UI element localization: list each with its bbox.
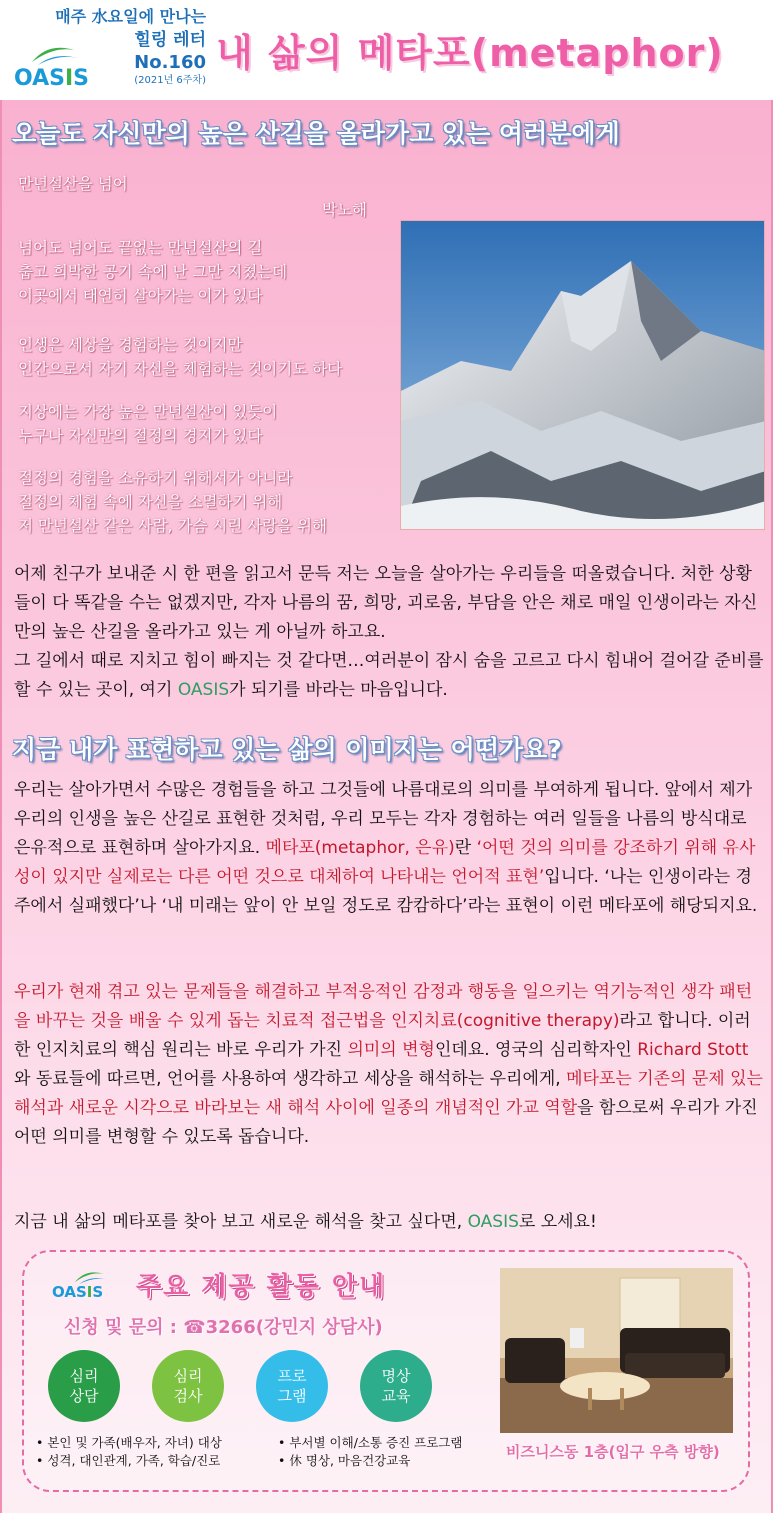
cbt-text-h: 을 함으로써 우리가 가진 어떤 의미를 변형할 수 있도록 돕습니다. — [14, 1098, 758, 1147]
service-counseling — [48, 1350, 120, 1422]
oasis-highlight: OASIS — [177, 680, 230, 700]
service-label: 교육 — [381, 1387, 411, 1405]
list-item: • 부서별 이해/소통 증진 프로그램 — [278, 1435, 463, 1450]
poem-line: 인생은 세상을 경험하는 것이지만 — [18, 336, 243, 354]
leaf-icon — [28, 40, 80, 66]
service-meditation — [360, 1350, 432, 1422]
mountain-image — [400, 220, 765, 530]
intro-text-1: 어제 친구가 보내준 시 한 편을 읽고서 문득 저는 오늘을 살아가는 우리들을 떠올렸습니다. 처한 상황들이 다 똑같을 수는 없겠지만, 각자 나름의 꿈, 희망, 괴로움, 부담을 안은 채로 매일 인생이라는 자신만의 높은 산길을 올라가고 있는 게 아닐까 하고요. — [14, 564, 758, 642]
poem-stanza-2 — [18, 333, 342, 381]
list-item: • 성격, 대인관계, 가족, 학습/진로 — [36, 1453, 221, 1468]
counseling-room-image — [500, 1268, 733, 1433]
closing-paragraph — [14, 1208, 764, 1237]
location-caption: 비즈니스동 1층(입구 우측 방향) — [506, 1443, 720, 1461]
section-title-1: 오늘도 자신만의 높은 산길을 올라가고 있는 여러분에게 — [12, 119, 620, 148]
intro-paragraph — [14, 560, 764, 705]
poem-line: 인간으로서 자기 자신을 체험하는 것이기도 하다 — [18, 360, 343, 378]
intro-text-3: 가 되기를 바라는 마음입니다. — [229, 680, 448, 700]
header-weekly: 매주 水요일에 만나는 — [55, 7, 206, 26]
bullet-list-left — [36, 1434, 222, 1470]
logo-text-i: I — [64, 66, 74, 91]
service-assessment — [152, 1350, 224, 1422]
poem-line: 춥고 희박한 공기 속에 난 그만 지쳤는데 — [18, 263, 288, 281]
section-title-2: 지금 내가 표현하고 있는 삶의 이미지는 어떤가요? — [12, 735, 562, 764]
bullet-list-right — [278, 1434, 462, 1470]
activities-title: 주요 제공 활동 안내 — [136, 1272, 387, 1302]
logo-text-i: I — [86, 1283, 93, 1301]
cbt-text-b: 라고 합니다. 이러한 인지치료의 핵심 원리는 바로 우리가 가진 — [14, 1011, 751, 1060]
metaphor-definition: ‘어떤 것의 의미를 강조하기 위해 유사성이 있지만 실제로는 다른 어떤 것으로 대체하여 나타내는 언어적 표현’ — [14, 838, 756, 887]
header-issue-number: No.160 — [134, 52, 206, 73]
cbt-text-d: 인데요. 영국의 심리학자인 — [434, 1040, 638, 1060]
metaphor-term: 메타포(metaphor, 은유) — [265, 838, 455, 858]
oasis-logo-small — [52, 1267, 122, 1307]
header-week: (2021년 6주차) — [134, 75, 206, 86]
service-label: 심리 — [173, 1367, 203, 1385]
poem-line: 저 만년설산 같은 사람, 가슴 시린 사랑을 위해 — [18, 517, 327, 535]
metaphor-text-e: 입니다. ‘나는 인생이라는 경주에서 실패했다’나 ‘내 미래는 앞이 안 보일 정도로 캄캄하다’라는 표현이 이런 메타포에 해당되지요. — [14, 867, 758, 916]
poem-line: 누구나 자신만의 절정의 경지가 있다 — [18, 427, 263, 445]
poem-line: 이곳에서 태연히 살아가는 이가 있다 — [18, 287, 263, 305]
oasis-logo — [14, 40, 94, 95]
list-item: • 본인 및 가족(배우자, 자녀) 대상 — [36, 1435, 222, 1450]
service-label: 심리 — [69, 1367, 99, 1385]
poem-line: 절정의 체험 속에 자신을 소멸하기 위해 — [18, 493, 283, 511]
metaphor-text-a: 우리는 살아가면서 수많은 경험들을 하고 그것들에 나름대로의 의미를 부여하게 됩니다. 앞에서 제가 우리의 인생을 높은 산길로 표현한 것처럼, 우리 모두는 각자 경험하는 여러 일들을 나름의 방식대로 은유적으로 표현하며 살아가지요. — [14, 780, 753, 858]
metaphor-paragraph — [14, 776, 764, 921]
logo-text-s: S — [92, 1283, 104, 1301]
metaphor-text-c: 란 — [454, 838, 477, 858]
poem-line: 지상에는 가장 높은 만년설산이 있듯이 — [18, 403, 278, 421]
poem-stanza-4 — [18, 466, 327, 538]
service-label: 명상 — [381, 1367, 411, 1385]
closing-text-a: 지금 내 삶의 메타포를 찾아 보고 새로운 해석을 찾고 싶다면, — [14, 1212, 468, 1232]
cbt-text-f: 와 동료들에 따르면, 언어를 사용하여 생각하고 세상을 해석하는 우리에게, — [14, 1069, 567, 1089]
cbt-definition: 우리가 현재 겪고 있는 문제들을 해결하고 부적응적인 감정과 행동을 일으키는 역기능적인 생각 패턴을 바꾸는 것을 배울 수 있게 돕는 치료적 접근법을 인지치료(cognitive therapy) — [14, 982, 753, 1031]
cognitive-therapy-paragraph — [14, 978, 764, 1152]
poem-line: 절정의 경험을 소유하기 위해서가 아니라 — [18, 469, 293, 487]
newsletter-header — [0, 0, 773, 98]
poem-title: 만년설산을 넘어 — [18, 175, 128, 193]
poem-line: 넘어도 넘어도 끝없는 만년설산의 길 — [18, 239, 263, 257]
service-program — [256, 1350, 328, 1422]
intro-text-2: 그 길에서 때로 지치고 힘이 빠지는 것 같다면…여러분이 잠시 숨을 고르고 다시 힘내어 걸어갈 준비를 할 수 있는 곳이, 여기 — [14, 651, 764, 700]
service-label: 프로 — [277, 1367, 307, 1385]
logo-text-oas: OAS — [14, 66, 65, 91]
service-label: 검사 — [173, 1387, 203, 1405]
service-label: 상담 — [69, 1387, 99, 1405]
logo-text-s: S — [73, 66, 90, 91]
service-label: 그램 — [277, 1387, 307, 1405]
list-item: • 休 명상, 마음건강교육 — [278, 1453, 411, 1468]
metaphor-bridge: 메타포는 기존의 문제 있는 해석과 새로운 시각으로 바라보는 새 해석 사이에 일종의 개념적인 가교 역할 — [14, 1069, 763, 1118]
meaning-transformation: 의미의 변형 — [347, 1040, 435, 1060]
logo-text-oas: OAS — [52, 1283, 87, 1301]
page-title: 내 삶의 메타포(metaphor) — [216, 31, 724, 75]
poem-stanza-3 — [18, 400, 277, 448]
researcher-name: Richard Stott — [637, 1040, 749, 1060]
contact-info: 신청 및 문의 : ☎3266(강민지 상담사) — [64, 1317, 383, 1338]
closing-text-b: 로 오세요! — [518, 1212, 597, 1232]
header-letter-type: 힐링 레터 — [134, 30, 206, 50]
poem-stanza-1 — [18, 236, 287, 308]
oasis-highlight: OASIS — [467, 1212, 519, 1232]
poem-author: 박노해 — [322, 201, 367, 219]
